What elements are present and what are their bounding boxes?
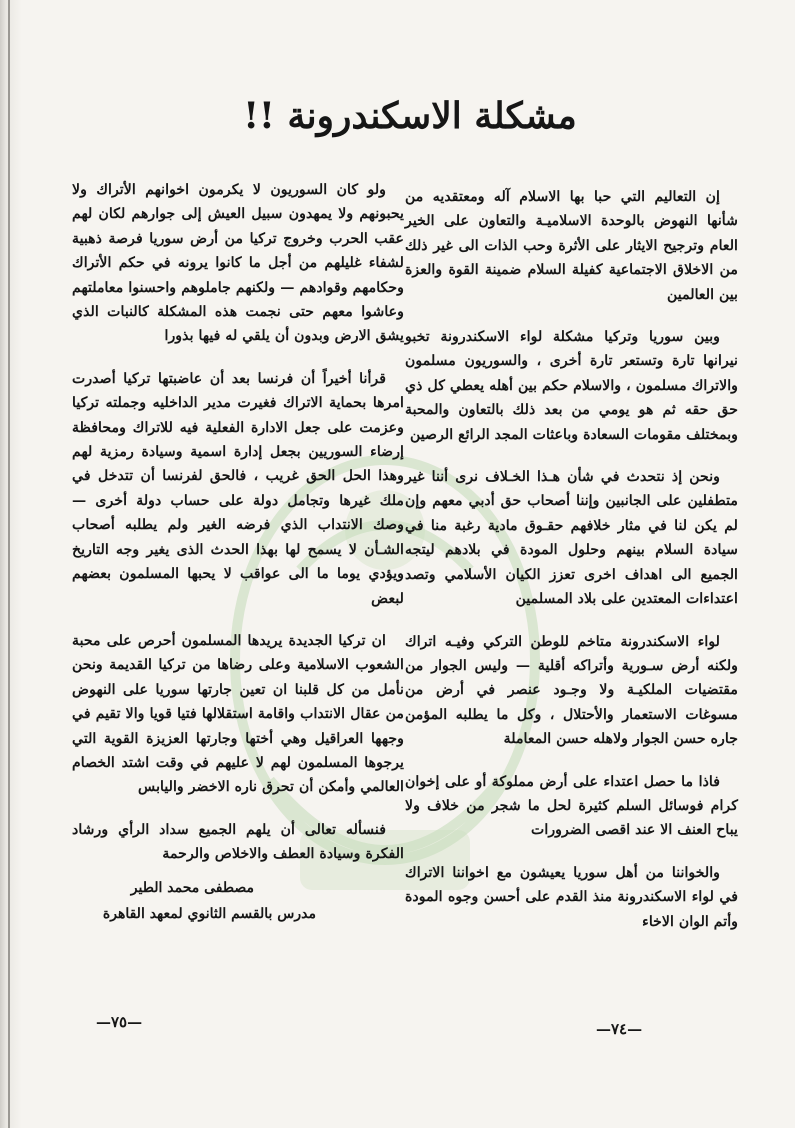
paragraph: ونحن إذ نتحدث في شأن هـذا الخـلاف نرى أننا غير متطفلين على الجانبين وإننا أصحاب حق أدبي معهم وإن لم يكن لنا في مثار خلافهم حقـوق مادية رغبة منا في سيادة السلام بينهم وحلول المودة في بلادهم ليتجه الجميع الى اهداف اخرى تعزز الكيان الأسلامي وتصد اعتداءات المعتدين على بلاد المسلمين xyxy=(405,469,738,608)
paragraph: ان تركيا الجديدة يريدها المسلمون أحرص على محبة الشعوب الاسلامية وعلى رضاها من تركيا القديمة ونحن نأمل من كل قلبنا ان تعين جارتها سوريا على النهوض من عقال الانتداب واقامة استقلالها فتيا قويا والا تقيم في وجهها العراقيل وهي أختها وجارتها العزيزة القوية التي يرجوها المسلمون لهم لا عليهم في وقت اشتد الخصام العالمي وأمكن أن تحرق ناره الاخضر واليابس xyxy=(72,632,404,796)
author-signature: مصطفى محمد الطير xyxy=(130,879,254,896)
paragraph: قرأنا أخيراً أن فرنسا بعد أن عاضبتها تركيا أصدرت امرها بحماية الاتراك فغيرت مدير الداخليه وجملته تركيا وعزمت على جعل الادارة الفعلية فيه للاتراك ومحافظة إرضاء السوريين بجعل إدارة اسمية وسيادة رمزية لهم وهذا الحل الحق غريب ، فالحق لفرنسا أن تتدخل في ملك غيرها وتجامل دولة على حساب دولة أخرى — وصك الانتداب الذي فرضه الغير ولم يطلبه أصحاب الشـأن لا يسمح لها بهذا الحدث الذى يغير وجه التاريخ ويؤدي يوما ما الى عواقب لا يحبها المسلمون بعضهم لبعض xyxy=(72,370,404,607)
right-column xyxy=(405,185,738,952)
page-number-left: —٧٥— xyxy=(96,1013,143,1031)
paragraph: ولو كان السوريون لا يكرمون اخوانهم الأتراك ولا يحبونهم ولا يمهدون سبيل العيش إلى جوارهم لكان لهم عقب الحرب وخروج تركيا من أرض سوريا فرصة ذهبية لشفاء غليلهم من أجل ما كانوا يرونه في حكم الأتراك وحكامهم وقوادهم — ولكنهم جاملوهم واحسنوا معاملتهم وعاشوا معهم حتى نجمت هذه المشكلة كالنبات الذي يشق الارض وبدون أن يلقي له فيها بذورا xyxy=(72,182,404,345)
page-number-right: —٧٤— xyxy=(596,1020,643,1038)
page-binding-edge xyxy=(8,0,10,1128)
paragraph: إن التعاليم التي حبا بها الاسلام آله ومعتقديه من شأنها النهوض بالوحدة الاسلاميـة والتعاون على الخير العام وترجيح الايثار على الأثرة وحب الذات الى غير ذلك من الاخلاق الاجتماعية كفيلة السلام ضمينة القوة والعزة بين العالمين xyxy=(405,189,738,303)
paragraph: وبين سوريا وتركيا مشكلة لواء الاسكندرونة تخبو نيرانها تارة وتستعر تارة أخرى ، والسوريون مسلمون والاتراك مسلمون ، والاسلام حكم بين أهله يعطي كل ذي حق حقه ثم هو يومي من بعد ذلك بالتعاون والمحبة وبمختلف مقومات السعادة وباعثات المجد الرائع الرصين xyxy=(405,329,738,443)
paragraph: لواء الاسكندرونة متاخم للوطن التركي وفيـه اتراك ولكنه أرض سـورية وأتراكه أقلية — وليس الجوار من مقتضيات الملكيـة ولا وجـود عنصر في أرض من مسوغات الاستعمار والأحتلال ، وكل ما يطلبه المؤمن جاره حسن الجوار ولاهله حسن المعاملة xyxy=(405,633,738,748)
paragraph: والخواننا من أهل سوريا يعيشون مع اخواننا الاتراك في لواء الاسكندرونة منذ القدم على أحسن وجوه المودة وأتم الوان الاخاء xyxy=(405,864,738,930)
article-title: مشكلة الاسكندرونة !! xyxy=(243,95,577,137)
left-column xyxy=(72,178,404,927)
author-affiliation: مدرس بالقسم الثانوي لمعهد القاهرة xyxy=(102,905,316,922)
paragraph: فاذا ما حصل اعتداء على أرض مملوكة أو على إخوان كرام فوسائل السلم كثيرة لحل ما شجر من خلاف ولا يباح العنف الا عند اقصى الضرورات xyxy=(405,773,738,839)
paragraph: فنسأله تعالى أن يلهم الجميع سداد الرأي ورشاد الفكرة وسيادة العطف والاخلاص والرحمة xyxy=(72,821,404,863)
